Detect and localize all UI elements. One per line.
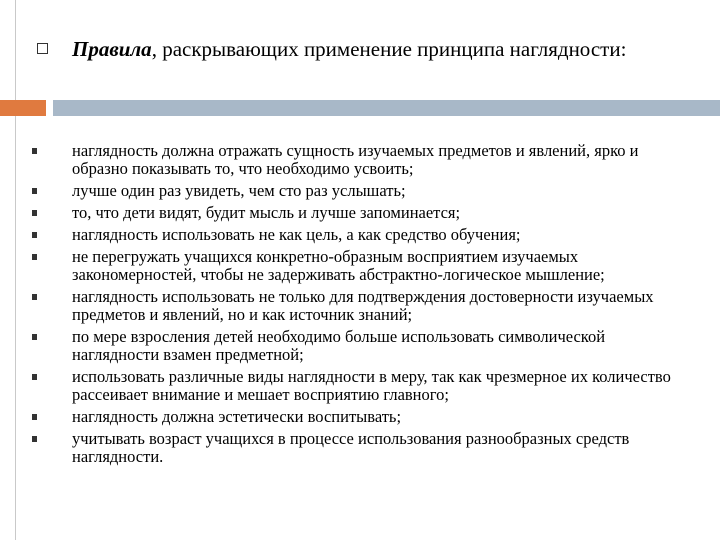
list-item-text: то, что дети видят, будит мысль и лучше запоминается; — [72, 203, 461, 222]
square-bullet-icon — [32, 188, 37, 194]
list-item-text: наглядность использовать не как цель, а как средство обучения; — [72, 225, 521, 244]
title-rest: , раскрывающих применение принципа наглядности: — [151, 37, 627, 61]
list-item-text: не перегружать учащихся конкретно-образным восприятием изучаемых закономерностей, чтобы не задерживать абстрактно-логическое мышление; — [72, 247, 605, 284]
square-bullet-icon — [32, 232, 37, 238]
list-item-text: по мере взросления детей необходимо больше использовать символической наглядности взамен предметной; — [72, 327, 606, 364]
list-item — [0, 288, 692, 324]
list-item — [0, 204, 692, 222]
slide-title — [72, 36, 672, 62]
rules-list — [0, 142, 720, 466]
list-item — [0, 430, 692, 466]
list-item-text: использовать различные виды наглядности в меру, так как чрезмерное их количество рассеивает внимание и мешает восприятию главного; — [72, 367, 671, 404]
square-bullet-icon — [32, 334, 37, 340]
list-item — [0, 142, 692, 178]
list-item — [0, 226, 692, 244]
square-bullet-icon — [32, 436, 37, 442]
accent-bar — [0, 100, 46, 116]
square-bullet-icon — [32, 210, 37, 216]
list-item-text: наглядность использовать не только для подтверждения достоверности изучаемых предметов и явлений, но и как источник знаний; — [72, 287, 654, 324]
list-item — [0, 408, 692, 426]
square-bullet-icon — [32, 374, 37, 380]
list-item — [0, 248, 692, 284]
list-item-text: учитывать возраст учащихся в процессе использования разнообразных средств наглядности. — [72, 429, 630, 466]
list-item-text: лучше один раз увидеть, чем сто раз услышать; — [72, 181, 406, 200]
checkbox-icon — [37, 43, 48, 54]
list-item — [0, 182, 692, 200]
list-item — [0, 368, 692, 404]
list-item — [0, 328, 692, 364]
square-bullet-icon — [32, 254, 37, 260]
square-bullet-icon — [32, 294, 37, 300]
title-italic: Правила — [72, 37, 152, 61]
square-bullet-icon — [32, 414, 37, 420]
list-item-text: наглядность должна отражать сущность изучаемых предметов и явлений, ярко и образно показывать то, что необходимо усвоить; — [72, 141, 639, 178]
square-bullet-icon — [32, 148, 37, 154]
list-item-text: наглядность должна эстетически воспитывать; — [72, 407, 402, 426]
header-band — [53, 100, 720, 116]
